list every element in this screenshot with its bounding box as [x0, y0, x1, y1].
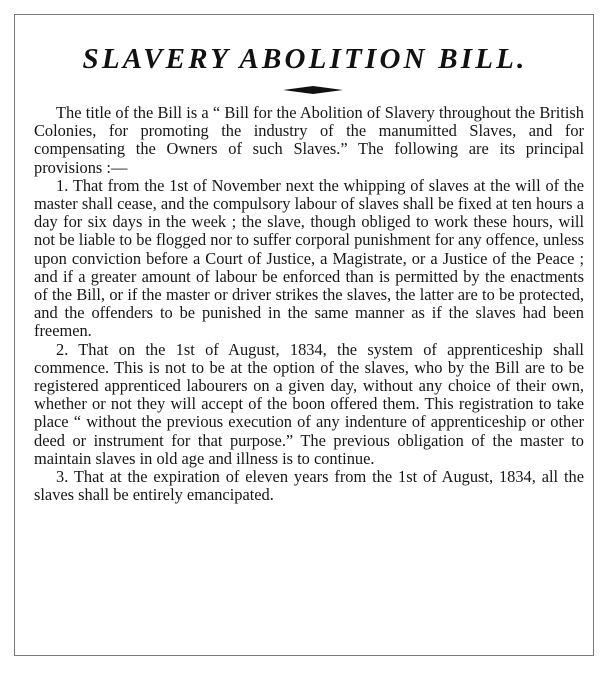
article-body	[34, 104, 584, 504]
paragraph-provision-3: 3. That at the expiration of eleven years from the 1st of August, 1834, all the slaves shall be entirely emancipated.	[34, 467, 584, 505]
paragraph-provision-1: 1. That from the 1st of November next the whipping of slaves at the will of the master shall cease, and the compulsory labour of slaves shall be fixed at ten hours a day for six days in the week ; the slave, though obliged to work these hours, will not be liable to be flogged nor to suffer corporal punishment for any offence, unless upon conviction before a Court of Justice, a Magistrate, or a Justice of the Peace ; and if a greater amount of labour be enforced than is permitted by the enactments of the Bill, or if the master or driver strikes the slaves, the latter are to be protected, and the offenders to be punished in the same manner as if the slaves had been freemen.	[34, 175, 584, 341]
paragraph-intro: The title of the Bill is a “ Bill for the Abolition of Slavery throughout the British Colonies, for promoting the industry of the manumitted Slaves, and for compensating the Owners of such Slaves.” The following are its principal provisions :—	[34, 103, 584, 177]
article-title: SLAVERY ABOLITION BILL.	[82, 43, 528, 75]
clipping-frame	[14, 14, 594, 656]
paragraph-provision-2: 2. That on the 1st of August, 1834, the system of apprenticeship shall commence. This is not to be at the option of the slaves, who by the Bill are to be registered apprenticed labourers on a given day, without any choice of their own, whether or not they will accept of the boon offered them. This registration to take place “ without the previous execution of any indenture of apprenticeship or other deed or instrument for that purpose.” The previous obligation of the master to maintain slaves in old age and illness is to continue.	[34, 339, 584, 468]
title-ornament-rule	[283, 85, 343, 95]
